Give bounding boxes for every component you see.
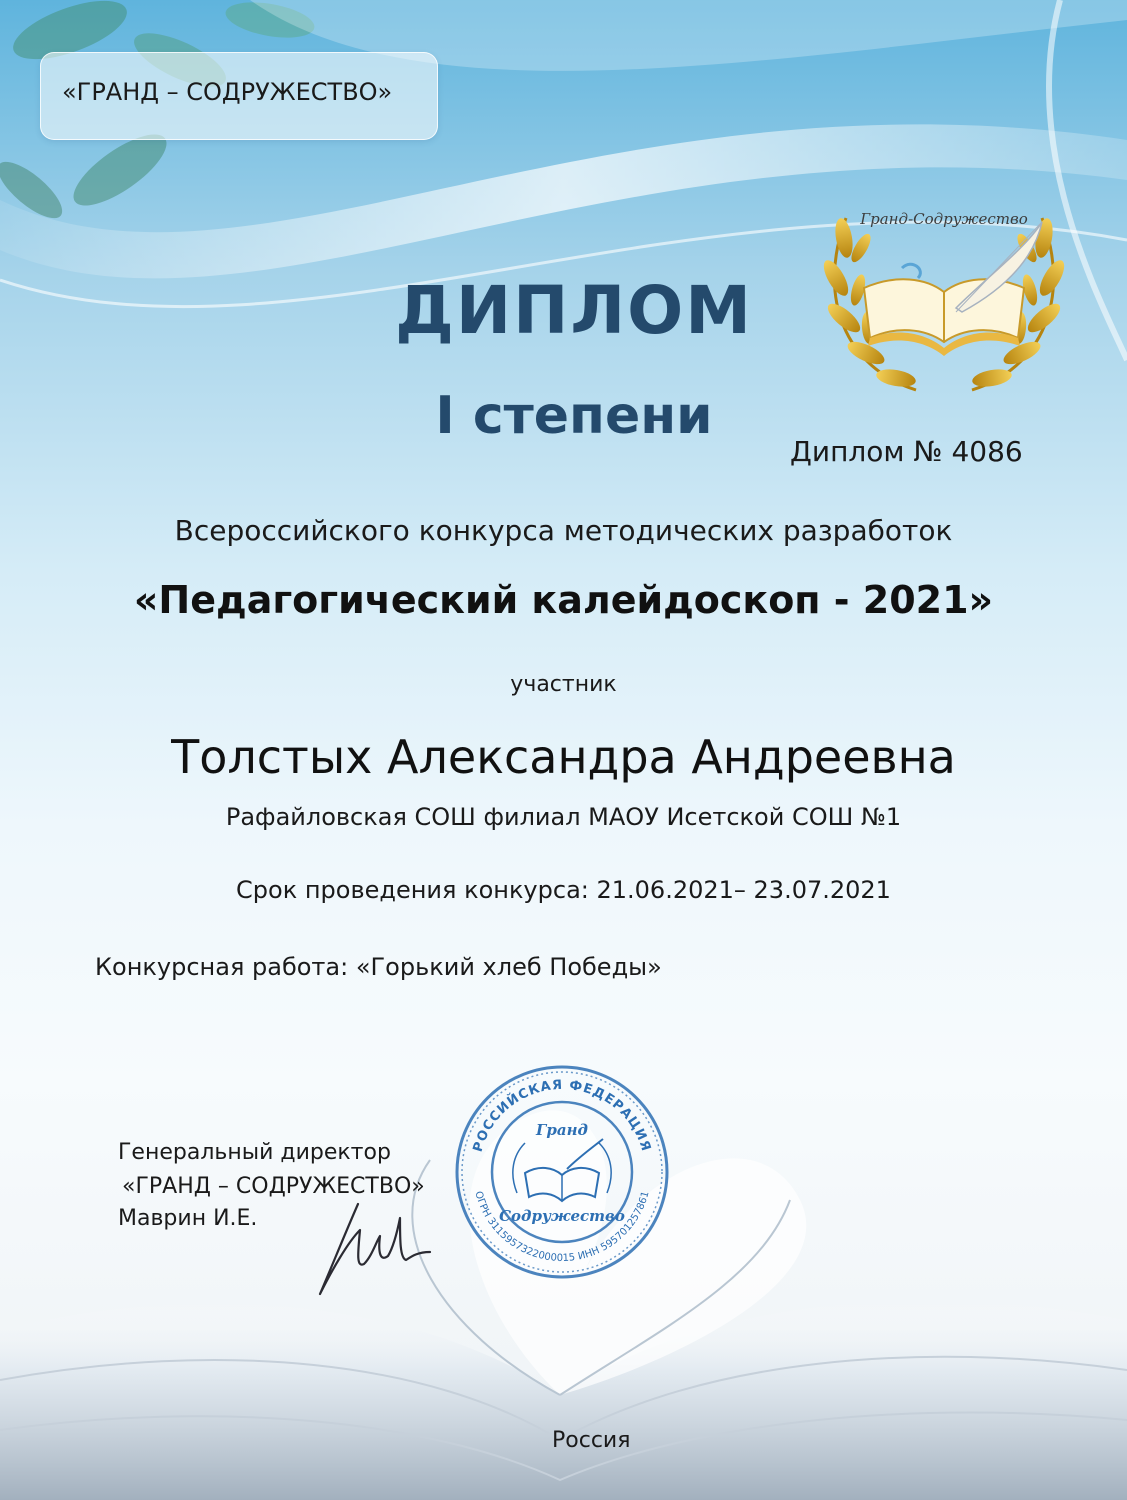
- diploma-title: ДИПЛОМ: [395, 272, 753, 349]
- recipient-name: Толстых Александра Андреевна: [171, 730, 956, 784]
- contest-name: «Педагогический калейдоскоп - 2021»: [133, 578, 994, 622]
- emblem-text: Гранд-Содружество: [860, 210, 1028, 228]
- recipient-school: Рафайловская СОШ филиал МАОУ Исетской СОШ №1: [225, 803, 902, 831]
- contest-work: Конкурсная работа: «Горький хлеб Победы»: [95, 953, 662, 981]
- signer-name: Маврин И.Е.: [118, 1206, 258, 1231]
- stamp-outer-bottom: ОГРН 3115957322000015 ИНН 595701257861: [472, 1190, 652, 1265]
- contest-period: Срок проведения конкурса: 21.06.2021– 23.07.2021: [236, 876, 891, 904]
- diploma-number: Диплом № 4086: [790, 435, 1023, 468]
- stamp-inner-top: Гранд: [536, 1121, 588, 1139]
- diploma-degree: I степени: [435, 386, 713, 446]
- handwritten-signature: [308, 1196, 434, 1300]
- recipient-role: участник: [510, 672, 617, 697]
- signer-position: Генеральный директор: [118, 1140, 391, 1165]
- signer-organization: «ГРАНД – СОДРУЖЕСТВО»: [122, 1174, 425, 1199]
- stamp-outer-top: РОССИЙСКАЯ ФЕДЕРАЦИЯ: [470, 1077, 654, 1154]
- stamp-inner-bottom: Содружество: [499, 1207, 625, 1225]
- official-stamp: [453, 1063, 671, 1281]
- country: Россия: [552, 1428, 631, 1453]
- organization-name: «ГРАНД – СОДРУЖЕСТВО»: [62, 78, 393, 106]
- contest-description: Всероссийского конкурса методических разработок: [174, 514, 953, 547]
